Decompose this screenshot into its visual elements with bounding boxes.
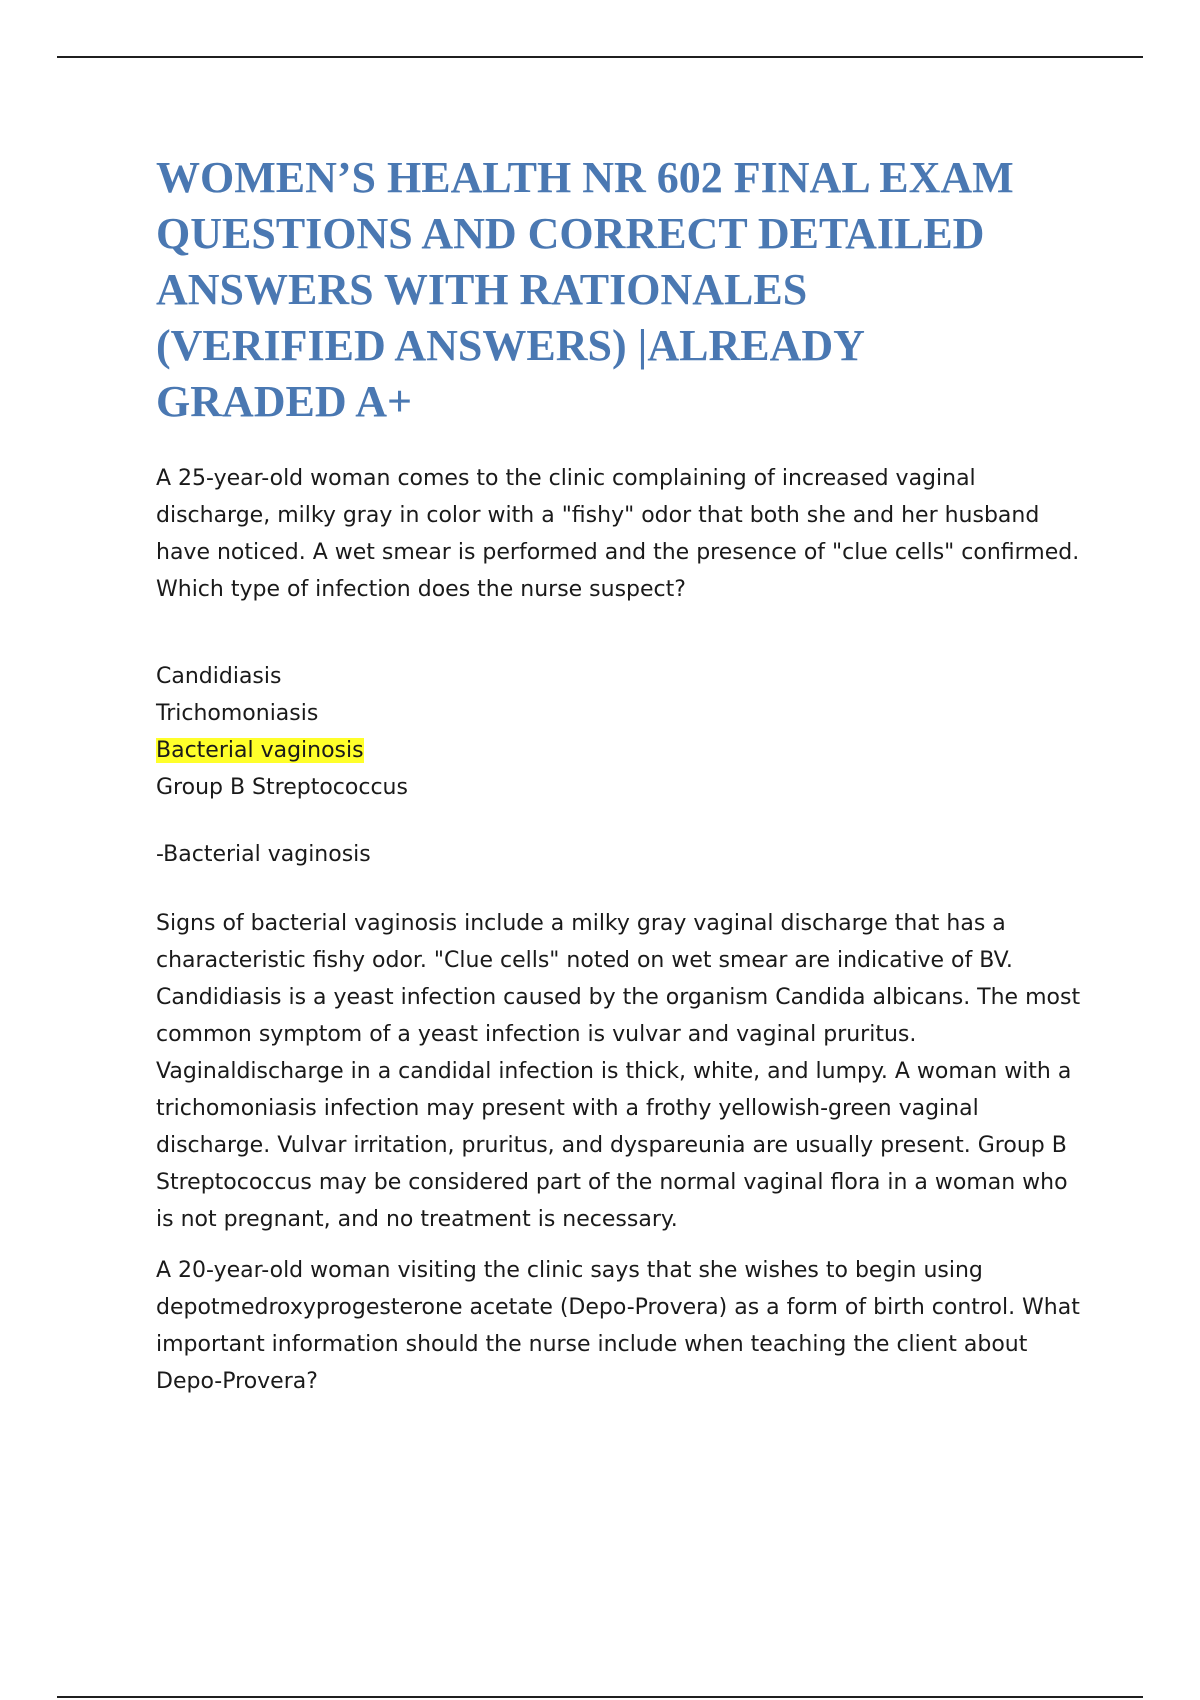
question-2-stem: A 20-year-old woman visiting the clinic says that she wishes to begin using depotmedroxyprogesterone acetate (Depo-Provera) as a form of birth control. What important information should the nurse include when teaching the client about Depo-Provera? xyxy=(156,1258,1080,1394)
option-candidiasis: Candidiasis xyxy=(156,664,282,689)
option-trichomoniasis: Trichomoniasis xyxy=(156,701,319,726)
header-rule xyxy=(57,56,1143,58)
option-bacterial-vaginosis xyxy=(156,732,1086,769)
question-1-stem: A 25-year-old woman comes to the clinic complaining of increased vaginal discharge, milky gray in color with a "fishy" odor that both she and her husband have noticed. A wet smear is performed and the presence of "clue cells" confirmed. Which type of infection does the nurse suspect? xyxy=(156,466,1080,602)
document-body xyxy=(156,150,1086,1400)
question-1-rationale: Signs of bacterial vaginosis include a milky gray vaginal discharge that has a characteristic fishy odor. "Clue cells" noted on wet smear are indicative of BV. Candidiasis is a yeast infection caused by the organism Candida albicans. The most common symptom of a yeast infection is vulvar and vaginal pruritus. Vaginaldischarge in a candidal infection is thick, white, and lumpy. A woman with a trichomoniasis infection may present with a frothy yellowish-green vaginal discharge. Vulvar irritation, pruritus, and dyspareunia are usually present. Group B Streptococcus may be considered part of the normal vaginal flora in a woman who is not pregnant, and no treatment is necessary. xyxy=(156,911,1081,1232)
option-group-b-streptococcus: Group B Streptococcus xyxy=(156,775,408,800)
document-title: WOMEN’S HEALTH NR 602 FINAL EXAM QUESTIONS AND CORRECT DETAILED ANSWERS WITH RATIONALES (VERIFIED ANSWERS) |ALREADY GRADED A+ xyxy=(156,153,1014,426)
question-1-options xyxy=(156,658,1086,806)
question-1-answer: -Bacterial vaginosis xyxy=(156,842,371,867)
highlighted-correct-answer: Bacterial vaginosis xyxy=(156,738,364,763)
footer-rule xyxy=(57,1696,1143,1698)
